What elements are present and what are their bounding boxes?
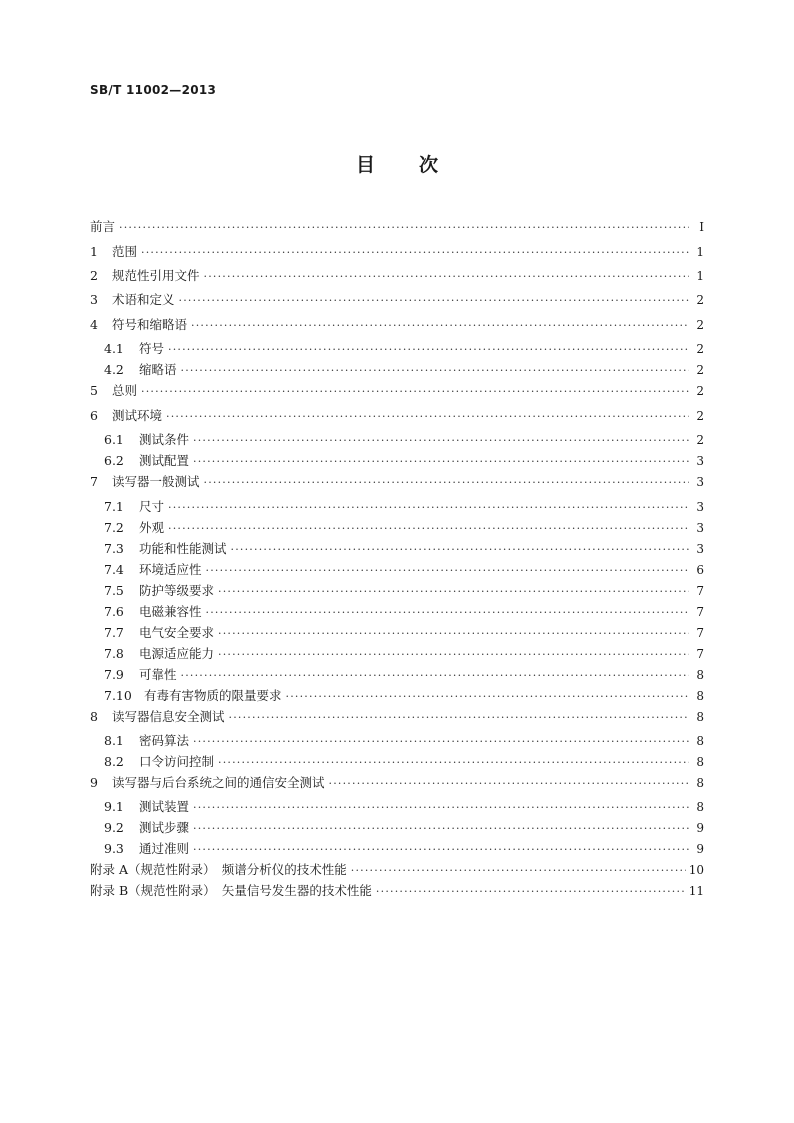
toc-entry[interactable]: [104, 583, 704, 599]
toc-entry-number: 7.10: [104, 688, 132, 703]
toc-entry-label: 测试环境: [112, 408, 163, 423]
toc-entry[interactable]: [104, 562, 704, 578]
toc-entry-page-number: 8: [696, 800, 704, 814]
toc-entry-number: 7.5: [104, 583, 124, 598]
toc-entry-page-number: 7: [696, 584, 704, 598]
toc-entry[interactable]: [90, 244, 704, 260]
toc-entry-number: 4.1: [104, 341, 124, 356]
toc-entry-number: 8.2: [104, 754, 124, 769]
toc-entry-number: 6.2: [104, 453, 124, 468]
toc-entry-number: 7.9: [104, 667, 124, 682]
toc-entry-number: 7.2: [104, 520, 124, 535]
toc-leader-dots: [218, 755, 689, 771]
toc-entry-label: 测试步骤: [139, 820, 190, 835]
toc-entry[interactable]: [90, 775, 704, 791]
toc-entry-label: 前言: [90, 219, 116, 234]
toc-entry-page-number: 3: [696, 454, 704, 468]
toc-leader-dots: [351, 863, 686, 879]
toc-entry[interactable]: [104, 541, 704, 557]
toc-entry-number: 7.7: [104, 625, 124, 640]
toc-entry-label: 电气安全要求: [139, 625, 215, 640]
toc-entry[interactable]: [90, 383, 704, 399]
toc-entry-number: 4: [90, 317, 98, 332]
toc-leader-dots: [229, 710, 689, 726]
toc-leader-dots: [141, 384, 689, 400]
toc-entry-label: 尺寸: [139, 499, 165, 514]
toc-entry-page-number: 3: [696, 521, 704, 535]
toc-entry[interactable]: [90, 317, 704, 333]
toc-entry[interactable]: [90, 268, 704, 284]
toc-entry-label: 电磁兼容性: [139, 604, 202, 619]
toc-entry-number: 9.3: [104, 841, 124, 856]
toc-leader-dots: [204, 475, 689, 491]
toc-entry-page-number: 8: [696, 734, 704, 748]
toc-entry[interactable]: [104, 625, 704, 641]
toc-entry-number: 7.3: [104, 541, 124, 556]
toc-leader-dots: [193, 734, 689, 750]
toc-leader-dots: [376, 884, 686, 900]
toc-leader-dots: [329, 776, 689, 792]
toc-entry-page-number: 2: [696, 433, 704, 447]
toc-entry-page-number: 2: [696, 318, 704, 332]
toc-entry[interactable]: [104, 820, 704, 836]
toc-leader-dots: [218, 584, 689, 600]
toc-leader-dots: [168, 500, 689, 516]
toc-entry[interactable]: [104, 688, 704, 704]
toc-leader-dots: [218, 647, 689, 663]
toc-entry-label: 符号和缩略语: [112, 317, 188, 332]
toc-entry-number: 6.1: [104, 432, 124, 447]
toc-entry-page-number: 9: [696, 821, 704, 835]
toc-entry-page-number: 11: [688, 884, 704, 898]
toc-entry-label: 防护等级要求: [139, 583, 215, 598]
toc-entry[interactable]: [104, 799, 704, 815]
toc-entry-label: 通过准则: [139, 841, 190, 856]
toc-entry[interactable]: [104, 646, 704, 662]
toc-leader-dots: [286, 689, 689, 705]
toc-entry-number: 8: [90, 709, 98, 724]
toc-entry-page-number: 2: [696, 293, 704, 307]
toc-leader-dots: [193, 842, 689, 858]
toc-leader-dots: [206, 563, 689, 579]
toc-entry-label: 规范性引用文件: [112, 268, 200, 283]
toc-entry-number: 7.6: [104, 604, 124, 619]
toc-entry-number: 7: [90, 474, 98, 489]
toc-entry-label: 测试条件: [139, 432, 190, 447]
toc-entry[interactable]: [90, 709, 704, 725]
toc-entry[interactable]: [104, 432, 704, 448]
toc-leader-dots: [179, 293, 689, 309]
toc-entry-label: 口令访问控制: [139, 754, 215, 769]
toc-leader-dots: [141, 245, 689, 261]
toc-entry[interactable]: [104, 499, 704, 515]
toc-entry-page-number: 6: [696, 563, 704, 577]
toc-entry-label: 测试配置: [139, 453, 190, 468]
toc-entry-page-number: 2: [696, 342, 704, 356]
toc-entry-number: 5: [90, 383, 98, 398]
toc-entry-label: 术语和定义: [112, 292, 175, 307]
toc-entry-page-number: 3: [696, 542, 704, 556]
toc-entry[interactable]: [90, 292, 704, 308]
standard-code: SB/T 11002—2013: [90, 83, 217, 97]
toc-entry-label: 环境适应性: [139, 562, 202, 577]
toc-entry[interactable]: [104, 520, 704, 536]
table-of-contents: [90, 0, 704, 1123]
toc-entry-page-number: 1: [696, 245, 704, 259]
toc-entry-page-number: 8: [696, 776, 704, 790]
toc-entry[interactable]: [90, 219, 704, 235]
toc-entry-number: 3: [90, 292, 98, 307]
toc-entry[interactable]: [90, 862, 704, 878]
toc-entry-page-number: 9: [696, 842, 704, 856]
toc-entry-label: 测试装置: [139, 799, 190, 814]
toc-entry-number: 1: [90, 244, 98, 259]
toc-leader-dots: [218, 626, 689, 642]
toc-entry-page-number: 2: [696, 409, 704, 423]
toc-entry-page-number: Ⅰ: [699, 220, 704, 234]
toc-leader-dots: [168, 342, 689, 358]
toc-leader-dots: [231, 542, 689, 558]
toc-entry-label: 范围: [112, 244, 138, 259]
toc-entry[interactable]: [104, 453, 704, 469]
toc-entry-label: 功能和性能测试: [139, 541, 227, 556]
toc-entry-number: 9: [90, 775, 98, 790]
toc-leader-dots: [193, 454, 689, 470]
toc-entry-label: 可靠性: [139, 667, 177, 682]
toc-entry-label: 读写器信息安全测试: [112, 709, 225, 724]
toc-leader-dots: [119, 220, 689, 236]
toc-entry-page-number: 8: [696, 668, 704, 682]
toc-leader-dots: [191, 318, 689, 334]
toc-entry-number: 9.1: [104, 799, 124, 814]
toc-entry-page-number: 7: [696, 626, 704, 640]
toc-entry-number: 4.2: [104, 362, 124, 377]
toc-entry-page-number: 7: [696, 605, 704, 619]
toc-leader-dots: [204, 269, 689, 285]
toc-entry-number: 6: [90, 408, 98, 423]
toc-entry-label: 电源适应能力: [139, 646, 215, 661]
toc-entry[interactable]: [104, 604, 704, 620]
toc-leader-dots: [193, 800, 689, 816]
toc-entry-label: 读写器一般测试: [112, 474, 200, 489]
toc-entry[interactable]: [104, 841, 704, 857]
toc-entry-label: 缩略语: [139, 362, 177, 377]
toc-entry-page-number: 8: [696, 710, 704, 724]
toc-entry-number: 7.1: [104, 499, 124, 514]
toc-entry[interactable]: [104, 733, 704, 749]
toc-entry-number: 8.1: [104, 733, 124, 748]
toc-entry[interactable]: [90, 883, 704, 899]
toc-entry-label: 读写器与后台系统之间的通信安全测试: [112, 775, 325, 790]
toc-entry-label: 附录 A（规范性附录） 频谱分析仪的技术性能: [90, 862, 347, 877]
toc-entry[interactable]: [104, 362, 704, 378]
toc-entry-label: 符号: [139, 341, 165, 356]
page-title: 目次: [355, 154, 482, 176]
toc-entry-number: 2: [90, 268, 98, 283]
toc-leader-dots: [193, 821, 689, 837]
toc-entry[interactable]: [104, 341, 704, 357]
toc-entry-label: 附录 B（规范性附录） 矢量信号发生器的技术性能: [90, 883, 372, 898]
toc-leader-dots: [181, 668, 689, 684]
toc-entry-page-number: 2: [696, 363, 704, 377]
toc-entry-label: 外观: [139, 520, 165, 535]
toc-leader-dots: [168, 521, 689, 537]
toc-entry-page-number: 1: [696, 269, 704, 283]
toc-entry-page-number: 2: [696, 384, 704, 398]
toc-entry-page-number: 7: [696, 647, 704, 661]
toc-entry-page-number: 10: [688, 863, 704, 877]
toc-entry-number: 7.8: [104, 646, 124, 661]
toc-entry-number: 7.4: [104, 562, 124, 577]
toc-entry-page-number: 8: [696, 689, 704, 703]
toc-entry[interactable]: [90, 408, 704, 424]
toc-entry-label: 总则: [112, 383, 138, 398]
toc-leader-dots: [193, 433, 689, 449]
toc-entry-page-number: 3: [696, 500, 704, 514]
toc-entry[interactable]: [104, 667, 704, 683]
toc-entry-page-number: 8: [696, 755, 704, 769]
toc-entry-label: 有毒有害物质的限量要求: [144, 688, 282, 703]
toc-leader-dots: [181, 363, 689, 379]
toc-entry-number: 9.2: [104, 820, 124, 835]
toc-leader-dots: [166, 409, 689, 425]
toc-leader-dots: [206, 605, 689, 621]
toc-entry[interactable]: [90, 474, 704, 490]
toc-entry-label: 密码算法: [139, 733, 190, 748]
toc-entry-page-number: 3: [696, 475, 704, 489]
toc-entry[interactable]: [104, 754, 704, 770]
